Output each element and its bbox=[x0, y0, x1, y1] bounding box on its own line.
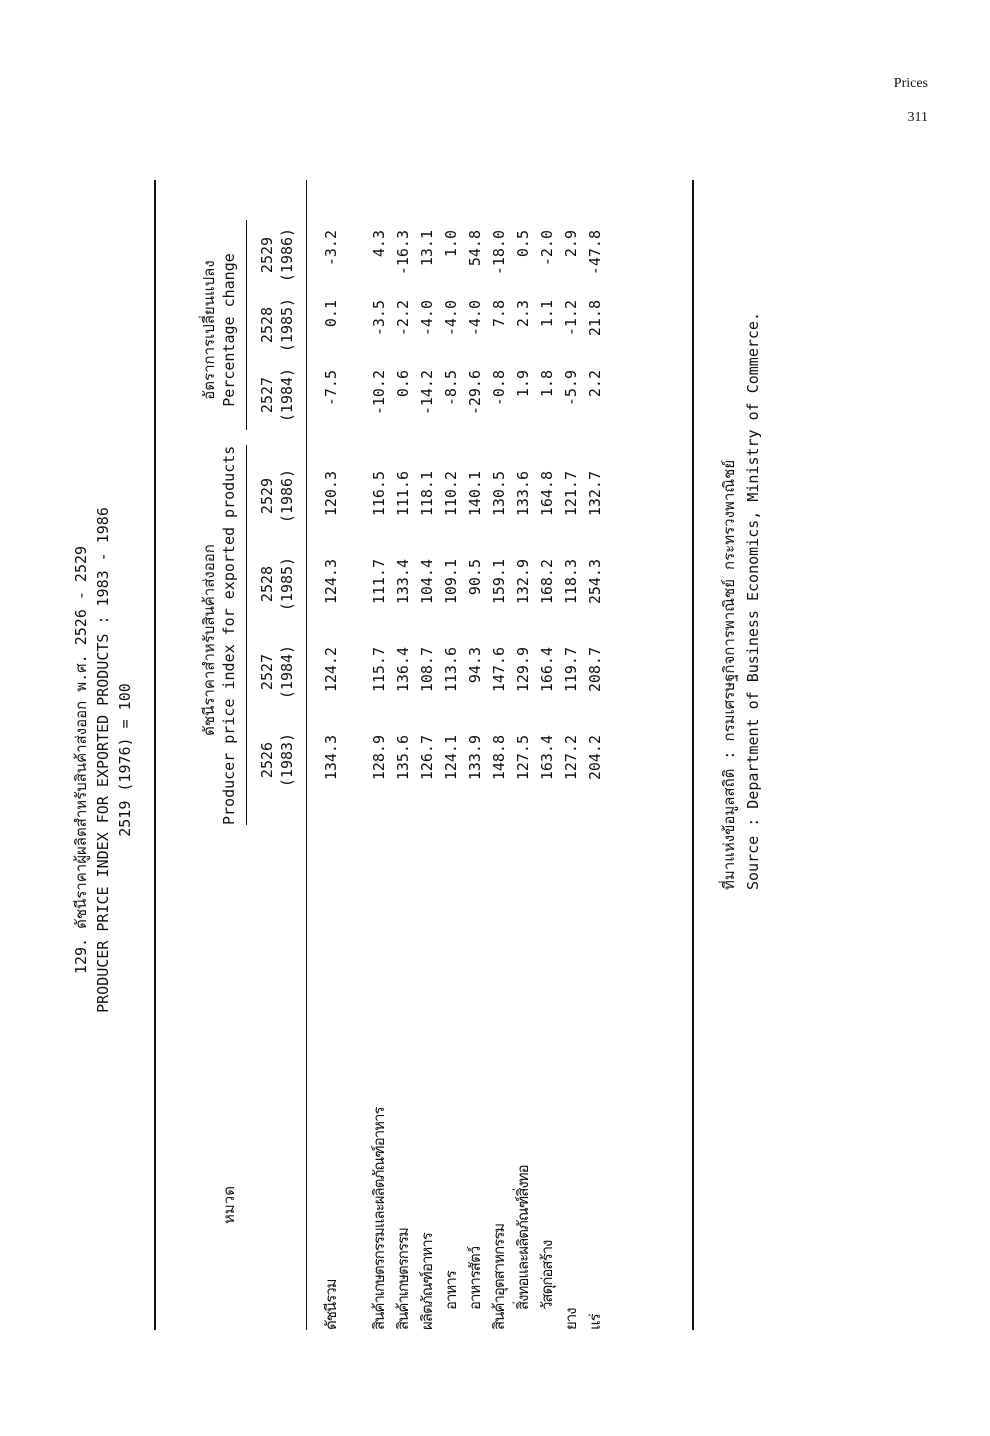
index-value: 90.5 bbox=[466, 559, 484, 596]
page-number: 311 bbox=[907, 110, 928, 125]
change-year-ce: (1985) bbox=[278, 297, 296, 353]
index-value: 140.1 bbox=[466, 471, 484, 517]
row-label-thai: สินค้าอุตสาหกรรม bbox=[490, 1223, 508, 1330]
header-bottom-rule bbox=[306, 180, 307, 1330]
index-value: 124.3 bbox=[322, 559, 340, 605]
index-value: 208.7 bbox=[586, 647, 604, 693]
source-thai: ที่มาแห่งข้อมูลสถิติ : กรมเศรษฐกิจการพาณิชย์ กระทรวงพาณิชย์ bbox=[720, 459, 738, 890]
index-value: 94.3 bbox=[466, 647, 484, 684]
change-value: 4.3 bbox=[370, 230, 388, 258]
change-value: 2.3 bbox=[514, 300, 532, 328]
change-value: -7.5 bbox=[322, 370, 340, 407]
row-label-thai: วัสดุก่อสร้าง bbox=[538, 1240, 556, 1310]
change-value: -10.2 bbox=[370, 370, 388, 416]
change-value: 13.1 bbox=[418, 230, 436, 267]
change-value: -2.0 bbox=[538, 230, 556, 267]
row-label-thai: สินค้าเกษตรกรรมและผลิตภัณฑ์อาหาร bbox=[370, 1107, 388, 1330]
index-value: 132.7 bbox=[586, 471, 604, 517]
index-value: 135.6 bbox=[394, 735, 412, 781]
change-year-ce: (1986) bbox=[278, 227, 296, 283]
index-value: 109.1 bbox=[442, 559, 460, 605]
change-value: -0.8 bbox=[490, 370, 508, 407]
row-label-thai: ยาง bbox=[562, 1308, 580, 1330]
row-label-thai: แร่ bbox=[586, 1314, 604, 1330]
row-label-thai: ดัชนีรวม bbox=[322, 1279, 340, 1330]
index-value: 129.9 bbox=[514, 647, 532, 693]
change-value: 1.1 bbox=[538, 300, 556, 328]
source-english: Source : Department of Business Economics, Ministry of Commerce. bbox=[744, 312, 762, 890]
change-value: 2.9 bbox=[562, 230, 580, 258]
index-year-be: 2527 bbox=[258, 653, 276, 691]
change-value: 2.2 bbox=[586, 370, 604, 398]
index-value: 164.8 bbox=[538, 471, 556, 517]
index-value: 118.1 bbox=[418, 471, 436, 517]
change-value: -8.5 bbox=[442, 370, 460, 407]
change-value: -4.0 bbox=[466, 300, 484, 337]
index-value: 113.6 bbox=[442, 647, 460, 693]
index-value: 127.2 bbox=[562, 735, 580, 781]
top-rule bbox=[154, 180, 156, 1330]
index-value: 104.4 bbox=[418, 559, 436, 605]
change-header-thai: อัตราการเปลี่ยนแปลง bbox=[200, 260, 218, 400]
index-year-ce: (1986) bbox=[278, 468, 296, 524]
change-value: -29.6 bbox=[466, 370, 484, 416]
change-year-be: 2529 bbox=[258, 236, 276, 274]
change-value: 0.6 bbox=[394, 370, 412, 398]
index-value: 118.3 bbox=[562, 559, 580, 605]
change-year-be: 2528 bbox=[258, 306, 276, 344]
change-value: 7.8 bbox=[490, 300, 508, 328]
bottom-rule bbox=[692, 180, 694, 1330]
change-value: 0.5 bbox=[514, 230, 532, 258]
change-header-rule bbox=[246, 220, 247, 430]
change-value: -5.9 bbox=[562, 370, 580, 407]
index-value: 166.4 bbox=[538, 647, 556, 693]
index-value: 163.4 bbox=[538, 735, 556, 781]
index-value: 108.7 bbox=[418, 647, 436, 693]
index-value: 121.7 bbox=[562, 471, 580, 517]
row-label-thai: อาหาร bbox=[442, 1271, 460, 1310]
index-value: 115.7 bbox=[370, 647, 388, 693]
index-header-english: Producer price index for exported products bbox=[220, 445, 238, 825]
change-value: 1.8 bbox=[538, 370, 556, 398]
index-value: 111.6 bbox=[394, 471, 412, 517]
change-value: -4.0 bbox=[442, 300, 460, 337]
index-value: 254.3 bbox=[586, 559, 604, 605]
index-value: 124.1 bbox=[442, 735, 460, 781]
index-value: 116.5 bbox=[370, 471, 388, 517]
index-year-ce: (1984) bbox=[278, 644, 296, 700]
row-label-thai: สินค้าเกษตรกรรม bbox=[394, 1228, 412, 1330]
row-label-thai: สิ่งทอและผลิตภัณฑ์สิ่งทอ bbox=[514, 1165, 532, 1310]
index-value: 148.8 bbox=[490, 735, 508, 781]
table-title-thai: 129. ดัชนีราคาผู้ผลิตสำหรับสินค้าส่งออก พ.ศ. 2526 - 2529 bbox=[72, 545, 90, 975]
change-value: -1.2 bbox=[562, 300, 580, 337]
change-value: -18.0 bbox=[490, 230, 508, 276]
index-value: 132.9 bbox=[514, 559, 532, 605]
index-value: 127.5 bbox=[514, 735, 532, 781]
change-value: -3.2 bbox=[322, 230, 340, 267]
change-value: 54.8 bbox=[466, 230, 484, 267]
change-value: -2.2 bbox=[394, 300, 412, 337]
index-value: 133.4 bbox=[394, 559, 412, 605]
row-label-thai: ผลิตภัณฑ์อาหาร bbox=[418, 1233, 436, 1330]
index-year-be: 2529 bbox=[258, 477, 276, 515]
change-value: -14.2 bbox=[418, 370, 436, 416]
index-value: 111.7 bbox=[370, 559, 388, 605]
change-header-english: Percentage change bbox=[220, 253, 238, 407]
change-value: -4.0 bbox=[418, 300, 436, 337]
index-value: 133.9 bbox=[466, 735, 484, 781]
index-year-be: 2526 bbox=[258, 741, 276, 779]
change-value: -3.5 bbox=[370, 300, 388, 337]
group-header-thai: หมวด bbox=[220, 1186, 238, 1224]
index-year-be: 2528 bbox=[258, 565, 276, 603]
change-value: 1.0 bbox=[442, 230, 460, 258]
index-value: 147.6 bbox=[490, 647, 508, 693]
running-head: Prices bbox=[893, 76, 928, 91]
index-value: 168.2 bbox=[538, 559, 556, 605]
change-value: 1.9 bbox=[514, 370, 532, 398]
index-value: 128.9 bbox=[370, 735, 388, 781]
index-value: 204.2 bbox=[586, 735, 604, 781]
index-year-ce: (1983) bbox=[278, 732, 296, 788]
index-value: 119.7 bbox=[562, 647, 580, 693]
index-value: 133.6 bbox=[514, 471, 532, 517]
rotated-table-sheet bbox=[60, 170, 780, 1350]
index-header-thai: ดัชนีราคาสำหรับสินค้าส่งออก bbox=[200, 544, 218, 736]
change-value: -16.3 bbox=[394, 230, 412, 276]
change-value: 21.8 bbox=[586, 300, 604, 337]
change-year-ce: (1984) bbox=[278, 367, 296, 423]
row-label-thai: อาหารสัตว์ bbox=[466, 1246, 484, 1310]
index-value: 159.1 bbox=[490, 559, 508, 605]
change-value: 0.1 bbox=[322, 300, 340, 328]
index-year-ce: (1985) bbox=[278, 556, 296, 612]
index-value: 134.3 bbox=[322, 735, 340, 781]
change-year-be: 2527 bbox=[258, 376, 276, 414]
index-value: 126.7 bbox=[418, 735, 436, 781]
index-value: 136.4 bbox=[394, 647, 412, 693]
index-value: 120.3 bbox=[322, 471, 340, 517]
index-value: 110.2 bbox=[442, 471, 460, 517]
index-value: 124.2 bbox=[322, 647, 340, 693]
table-title-english: PRODUCER PRICE INDEX FOR EXPORTED PRODUCTS : 1983 - 1986 bbox=[94, 507, 112, 1013]
index-header-rule bbox=[246, 445, 247, 825]
table-base-year: 2519 (1976) = 100 bbox=[116, 683, 134, 837]
index-value: 130.5 bbox=[490, 471, 508, 517]
change-value: -47.8 bbox=[586, 230, 604, 276]
